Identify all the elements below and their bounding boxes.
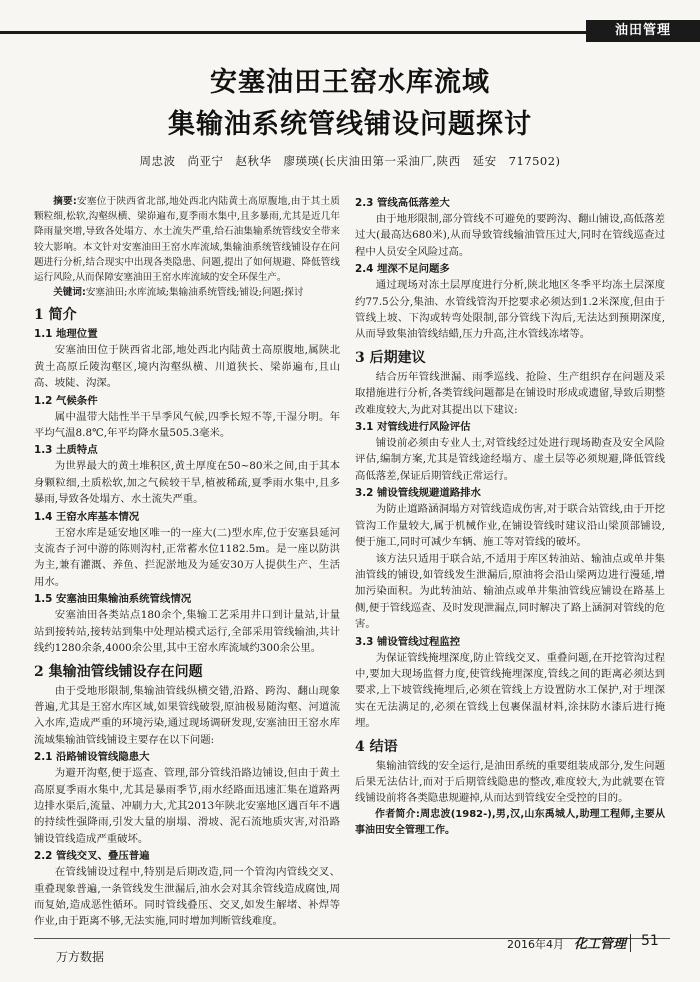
subsection-1-1-heading: 1.1 地理位置 bbox=[34, 328, 98, 341]
subsection-2-4-heading: 2.4 埋深不足问题多 bbox=[355, 263, 450, 276]
abstract bbox=[34, 194, 340, 285]
section-4-heading: 4 结语 bbox=[355, 738, 398, 755]
subsection-2-3-text: 由于地形限制,部分管线不可避免的要跨沟、翻山铺设,高低落差过大(最高达680米),从而导致管线输油管压过大,同时在管线巡查过程中人员安全风险过高。 bbox=[355, 213, 665, 258]
right-column bbox=[355, 194, 665, 840]
footer-page-number: 51 bbox=[641, 933, 659, 949]
subsection-3-1-text: 铺设前必须由专业人士,对管线经过处进行现场勘查及安全风险评估,编制方案,尤其是管线途经塌方、虚土层等必须规避,降低管线高低落差,保证后期管线正常运行。 bbox=[355, 437, 665, 482]
subsection-1-5-heading: 1.5 安塞油田集输油系统管线情况 bbox=[34, 593, 192, 606]
subsection-3-2-heading: 3.2 铺设管线规避道路排水 bbox=[355, 487, 481, 500]
title-line-1: 安塞油田王窑水库流域 bbox=[210, 67, 490, 98]
section-2-text: 由于受地形限制,集输油管线纵横交错,沿路、跨沟、翻山现象普遍,尤其是王窑水库区域,如果管线破裂,原油极易随沟壑、河道流入水库,造成严重的环境污染,通过现场调研发现,安塞油田王窑水库流域集输油管线铺设主要存在以下问题: bbox=[34, 684, 340, 746]
subsection-2-2-heading: 2.2 管线交叉、叠压普遍 bbox=[34, 850, 150, 863]
subsection-3-2-text-1: 为防止道路涵洞塌方对管线造成伤害,对于联合站管线,由于开挖管沟工作量较大,属于机械作业,在铺设管线时建议沿山梁顶部铺设,便于施工,同时可减少车辆、施工等对管线的破坏。 bbox=[355, 503, 665, 549]
subsection-1-5-text: 安塞油田各类站点180余个,集输工艺采用井口到计量站,计量站到接转站,接转站到集中处理站模式运行,全部采用管线输油,共计线约1280余条,4000余公里,其中王窑水库流域约300余公里。 bbox=[34, 609, 340, 655]
subsection-1-3-text: 为世界最大的黄土堆积区,黄土厚度在50~80米之间,由于其本身颗粒细,土质松软,加之气候较干旱,植被稀疏,夏季雨水集中,且多暴雨,导致各处塌方、水土流失严重。 bbox=[34, 460, 340, 506]
subsection-1-2-text: 属中温带大陆性半干旱季风气候,四季长短不等,干湿分明。年平均气温8.8℃,年平均降水量505.3毫米。 bbox=[34, 410, 340, 440]
keywords-label: 关键词: bbox=[53, 287, 86, 299]
abstract-label: 摘要: bbox=[53, 196, 77, 207]
authors: 周忠波 尚亚宁 赵秋华 廖瑛瑛(长庆油田第一采油厂,陕西 延安 717502) bbox=[139, 154, 561, 168]
subsection-1-3-heading: 1.3 土质特点 bbox=[34, 444, 98, 457]
subsection-1-4-text: 王窑水库是延安地区唯一的一座大(二)型水库,位于安塞县延河支流杏子河中游的陈则沟村,正常蓄水位1182.5m。是一座以防洪为主,兼有灌溉、养鱼、拦泥淤地及为延安30万人提供生产、生活用水。 bbox=[34, 526, 340, 588]
abstract-text: 安塞位于陕西省北部,地处西北内陆黄土高原腹地,由于其土质颗粒细,松软,沟壑纵横、梁峁遍布,夏季雨水集中,且多暴雨,尤其是近几年降雨量突增,导致各处塌方、水土流失严重,给石油集输系统管线安全带来较大影响。本文针对安塞油田王窑水库流域,集输油系统管线铺设存在问题进行分析,结合现实中出现各类隐患、问题,提出了如何规避、降低管线运行风险,从而保障安塞油田王窑水库流域的安全环保生产。 bbox=[34, 196, 340, 284]
section-4-text: 集输油管线的安全运行,是油田系统的重要组装成部分,发生问题后果无法估计,而对于后期管线隐患的整改,难度较大,为此就要在管线铺设前将各类隐患规避掉,从而达到管线安全受控的目的。 bbox=[355, 759, 665, 805]
header-rule bbox=[0, 31, 600, 34]
subsection-2-4-text: 通过现场对冻土层厚度进行分析,陕北地区冬季平均冻土层深度约77.5公分,集油、水管线管沟开挖要求必须达到1.2米深度,但由于管线上坡、下沟或转弯处限制,部分管线下沟后,无法达到预期深度,从而导致集油管线结蜡,压力升高,注水管线冻堵等。 bbox=[355, 279, 665, 341]
subsection-3-3-text: 为保证管线掩埋深度,防止管线交叉、重叠问题,在开挖管沟过程中,要加大现场监督力度,使管线掩埋深度,管线之间的距离必须达到要求,上下坡管线掩埋后,必须在管线上方设置防水工保护,对于埋深实在无法满足的,必须在管线上包裹保温材料,涂抹防水漆后进行掩埋。 bbox=[355, 651, 665, 730]
section-tab: 油田管理 bbox=[586, 20, 700, 42]
subsection-2-1-text: 为避开沟壑,便于巡查、管理,部分管线沿路边铺设,但由于黄土高原夏季雨水集中,尤其是暴雨季节,雨水经路面迅速汇集在道路两边排水渠后,流量、冲刷力大,尤其2013年陕北安塞地区遇百年不遇的持续性强降雨,引发大量的崩塌、滑坡、泥石流地质灾害,对沿路铺设管线造成严重破坏。 bbox=[34, 767, 340, 845]
subsection-3-2-text-2: 该方法只适用于联合站,不适用于库区转油站、输油点或单井集油管线的铺设,如管线发生泄漏后,原油将会沿山梁两边进行漫延,增加污染面积。为此转油站、输油点或单井集油管线应铺设在路基上侧,便于管线巡查、及时发现泄漏点,同时解决了路上涵洞对管线的危害。 bbox=[355, 552, 665, 631]
subsection-2-2-text: 在管线铺设过程中,特别是后期改造,同一个管沟内管线交叉、重叠现象普遍,一条管线发生泄漏后,油水会对其余管线造成腐蚀,周而复始,造成恶性循环。同时管线叠压、交叉,如发生解堵、补焊等作业,由于距离不够,无法实施,同时增加判断管线难度。 bbox=[34, 866, 340, 928]
section-3-text: 结合历年管线泄漏、雨季巡线、抢险、生产组织存在问题及采取措施进行分析,各类管线问题都是在铺设时形成或遗留,导致后期整改难度较大,为此对其提出以下建议: bbox=[355, 370, 665, 416]
subsection-3-1-heading: 3.1 对管线进行风险评估 bbox=[355, 421, 471, 434]
keywords-text: 安塞油田;水库流域;集输油系统管线;铺设;问题;探讨 bbox=[85, 287, 304, 299]
footer-source: 万方数据 bbox=[56, 950, 105, 964]
subsection-2-3-heading: 2.3 管线高低落差大 bbox=[355, 197, 450, 209]
footer-date: 2016年4月 bbox=[507, 938, 564, 951]
left-column bbox=[34, 194, 340, 930]
section-3-heading: 3 后期建议 bbox=[355, 349, 426, 366]
subsection-3-3-heading: 3.3 铺设管线过程监控 bbox=[355, 635, 461, 648]
title-line-2: 集输油系统管线铺设问题探讨 bbox=[168, 109, 532, 140]
section-2-heading: 2 集输油管线铺设存在问题 bbox=[34, 663, 203, 680]
subsection-1-1-text: 安塞油田位于陕西省北部,地处西北内陆黄土高原腹地,属陕北黄土高原丘陵沟壑区,境内沟壑纵横、川道狭长、梁峁遍布,且山高、坡陡、沟深。 bbox=[34, 344, 340, 390]
subsection-1-4-heading: 1.4 王窑水库基本情况 bbox=[34, 510, 140, 523]
author-bio: 作者简介:周忠波(1982-),男,汉,山东禹城人,助理工程师,主要从事油田安全管理工作。 bbox=[355, 808, 665, 837]
footer-separator bbox=[630, 934, 631, 952]
keywords bbox=[34, 285, 340, 300]
subsection-2-1-heading: 2.1 沿路铺设管线隐患大 bbox=[34, 751, 150, 764]
subsection-1-2-heading: 1.2 气候条件 bbox=[34, 394, 98, 407]
section-1-heading: 1 简介 bbox=[34, 307, 77, 324]
footer-magazine: 化工管理 bbox=[574, 937, 627, 952]
